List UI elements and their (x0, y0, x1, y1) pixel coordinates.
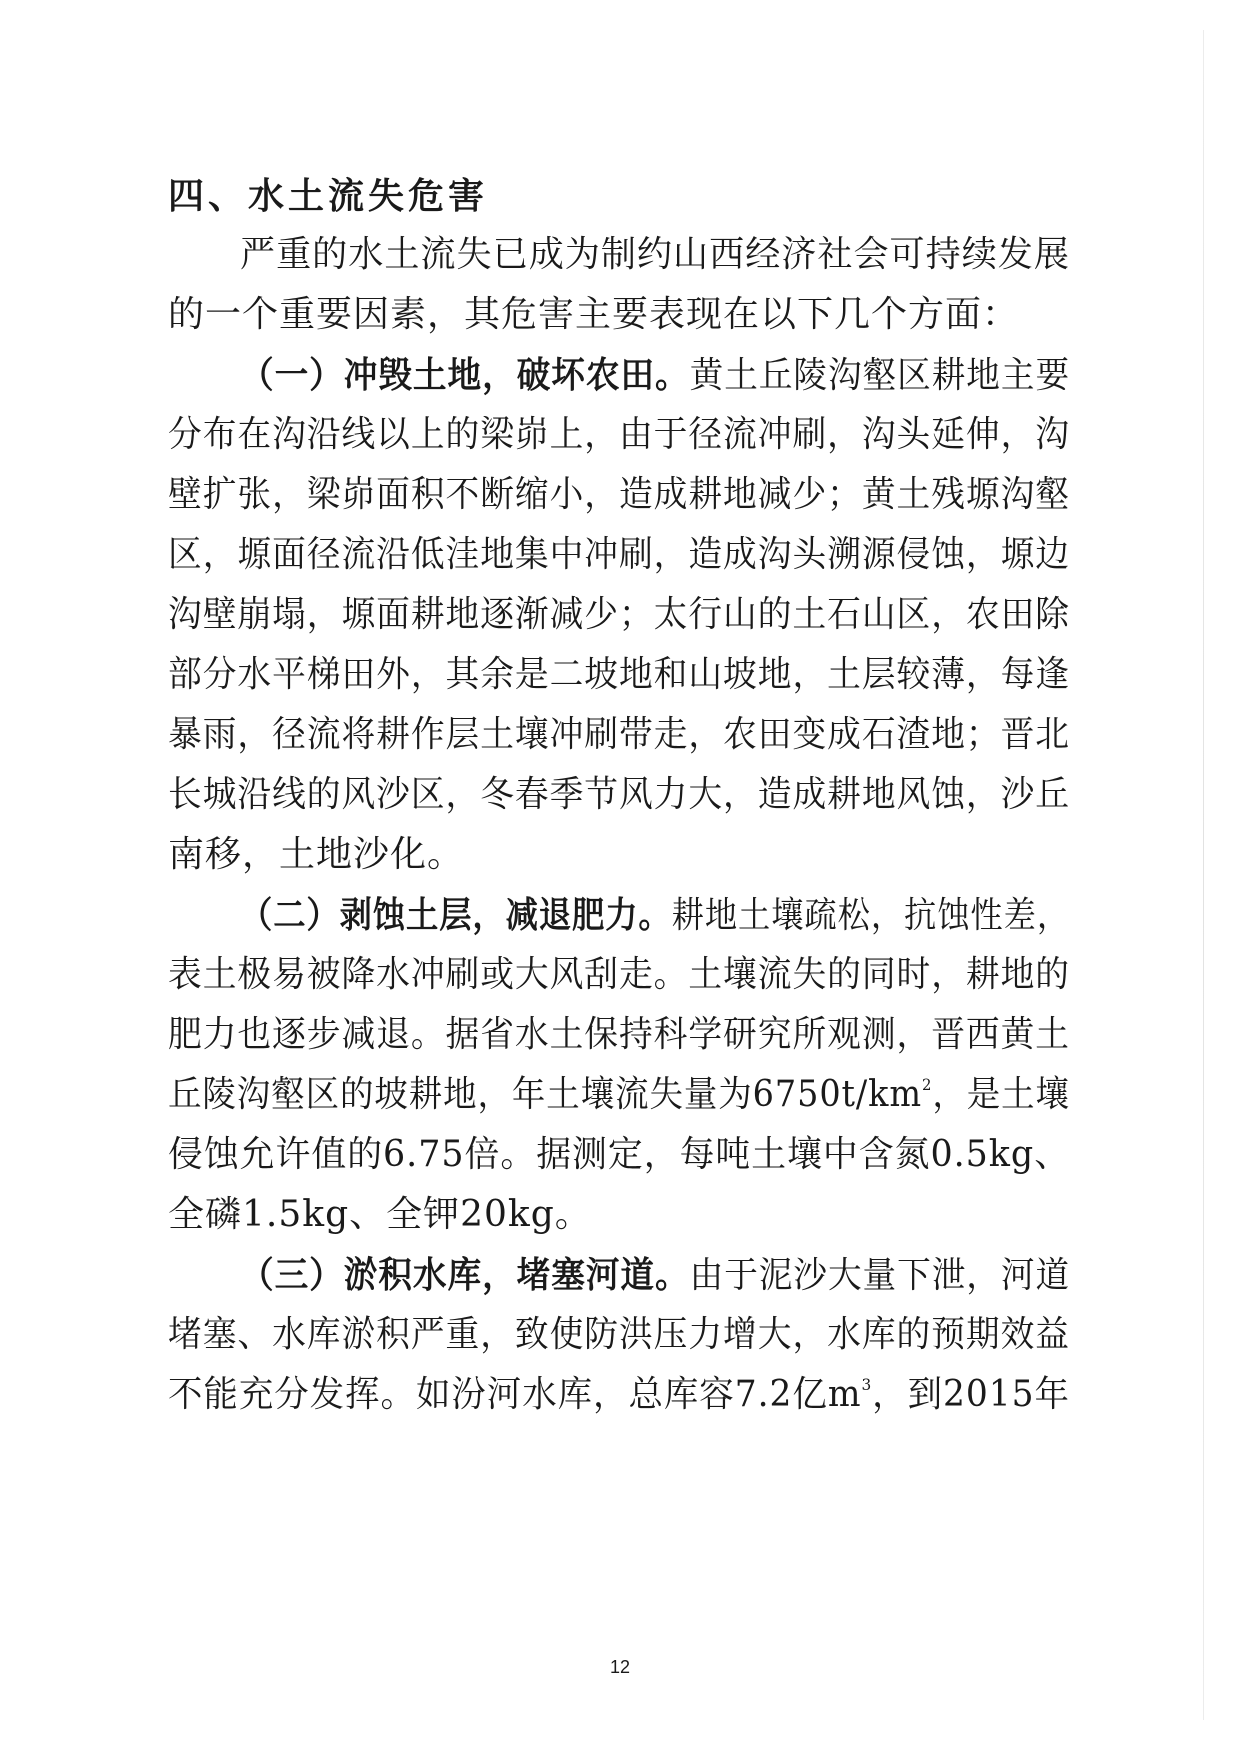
scan-edge-line (1203, 30, 1204, 1720)
section1-line: 壁扩张，梁峁面积不断缩小，造成耕地减少；黄土残塬沟壑 (168, 474, 1070, 515)
superscript-2: 2 (921, 1075, 933, 1094)
section2-line-5: 侵蚀允许值的6.75倍。据测定，每吨土壤中含氮0.5kg、 (168, 1134, 1071, 1175)
section2-line-6: 全磷1.5kg、全钾20kg。 (168, 1194, 592, 1235)
section2-line4-post: ，是土壤 (932, 1074, 1070, 1115)
section2-title: （二）剥蚀土层，减退肥力。 (240, 894, 672, 936)
section2-first-rest: 耕地土壤疏松，抗蚀性差， (671, 895, 1071, 936)
intro-line-1: 严重的水土流失已成为制约山西经济社会可持续发展 (240, 234, 1070, 275)
section1-line: 区，塬面径流沿低洼地集中冲刷，造成沟头溯源侵蚀，塬边 (168, 534, 1070, 575)
section1-line: 分布在沟沿线以上的梁峁上，由于径流冲刷，沟头延伸，沟 (168, 414, 1070, 455)
page-number: 12 (609, 1657, 631, 1677)
section1-first-line (240, 354, 1071, 396)
section2-line-4 (168, 1074, 1070, 1115)
section3-first-rest: 由于泥沙大量下泄，河道 (689, 1255, 1071, 1296)
section3-line3-post: ，到2015年 (872, 1374, 1070, 1415)
section2-line4-pre: 丘陵沟壑区的坡耕地，年土壤流失量为6750t/km (168, 1074, 922, 1115)
section3-line-2: 堵塞、水库淤积严重，致使防洪压力增大，水库的预期效益 (168, 1314, 1070, 1355)
section2-first-line (240, 894, 1071, 936)
section1-line: 沟壁崩塌，塬面耕地逐渐减少；太行山的土石山区，农田除 (168, 594, 1070, 635)
intro-line-2: 的一个重要因素，其危害主要表现在以下几个方面： (168, 294, 1020, 335)
section3-line-3 (168, 1374, 1070, 1415)
section1-line: 部分水平梯田外，其余是二坡地和山坡地，土层较薄，每逢 (168, 654, 1070, 695)
section3-title: （三）淤积水库，堵塞河道。 (240, 1254, 690, 1296)
section1-title: （一）冲毁土地，破坏农田。 (240, 354, 690, 396)
section2-line: 表土极易被降水冲刷或大风刮走。土壤流失的同时，耕地的 (168, 954, 1070, 995)
section3-line3-pre: 不能充分发挥。如汾河水库，总库容7.2亿m (168, 1374, 862, 1415)
superscript-3: 3 (861, 1375, 873, 1394)
section1-first-rest: 黄土丘陵沟壑区耕地主要 (689, 355, 1071, 396)
section3-first-line (240, 1254, 1071, 1296)
section2-line: 肥力也逐步减退。据省水土保持科学研究所观测，晋西黄土 (168, 1014, 1070, 1055)
section1-line: 南移，土地沙化。 (168, 834, 465, 875)
section1-line: 暴雨，径流将耕作层土壤冲刷带走，农田变成石渣地；晋北 (168, 714, 1070, 755)
section-heading: 四、水土流失危害 (168, 175, 489, 217)
section1-line: 长城沿线的风沙区，冬春季节风力大，造成耕地风蚀，沙丘 (168, 774, 1070, 815)
